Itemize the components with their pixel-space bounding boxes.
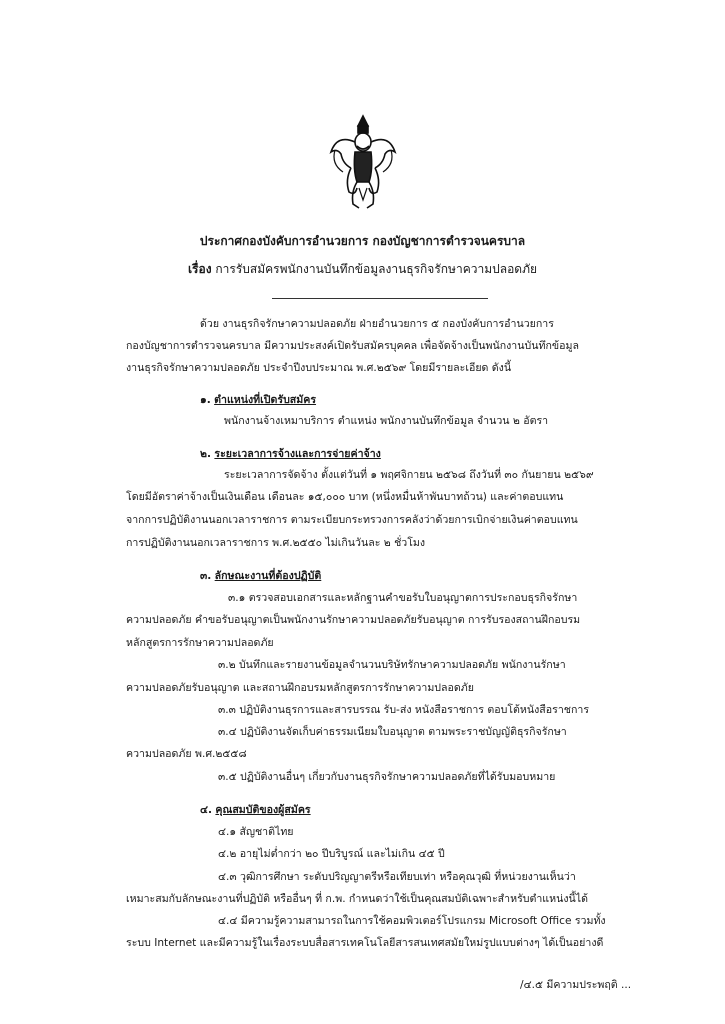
- section-line: ๔.๑ สัญชาติไทย: [218, 826, 294, 838]
- subject-text: การรับสมัครพนักงานบันทึกข้อมูลงานธุรกิจรักษาความปลอดภัย: [215, 262, 538, 276]
- section-line: ๔.๒ อายุไม่ต่ำกว่า ๒๐ ปีบริบูรณ์ และไม่เกิน ๔๕ ปี: [218, 848, 445, 860]
- section-line: ระบบ Internet และมีความรู้ในเรื่องระบบสื่อสารเทคโนโลยีสารสนเทศสมัยใหม่รูปแบบต่างๆ ได้เป็นอย่างดี: [126, 937, 604, 949]
- intro-line: กองบัญชาการตำรวจนครบาล มีความประสงค์เปิดรับสมัครบุคคล เพื่อจัดจ้างเป็นพนักงานบันทึกข้อมูล: [126, 340, 579, 352]
- section-line: ๔.๓ วุฒิการศึกษา ระดับปริญญาตรีหรือเทียบเท่า หรือคุณวุฒิ ที่หน่วยงานเห็นว่า: [218, 871, 576, 883]
- section-line: การปฏิบัติงานนอกเวลาราชการ พ.ศ.๒๕๕๐ ไม่เกินวันละ ๒ ชั่วโมง: [126, 537, 426, 549]
- section-line: จากการปฏิบัติงานนอกเวลาราชการ ตามระเบียบกระทรวงการคลังว่าด้วยการเบิกจ่ายเงินค่าตอบแทน: [126, 514, 578, 526]
- section-line: เหมาะสมกับลักษณะงานที่ปฏิบัติ หรืออื่นๆ ที่ ก.พ. กำหนดว่าใช้เป็นคุณสมบัติเฉพาะสำหรับตำแหน่งนี้ได้: [126, 893, 588, 905]
- section-heading: [200, 447, 381, 461]
- section-heading: [200, 393, 316, 407]
- section-line: ๔.๔ มีความรู้ความสามารถในการใช้คอมพิวเตอร์โปรแกรม Microsoft Office รวมทั้ง: [218, 915, 606, 927]
- section-number: ๔.: [200, 804, 213, 816]
- section-line: ความปลอดภัยรับอนุญาต และสถานฝึกอบรมหลักสูตรการรักษาความปลอดภัย: [126, 682, 474, 694]
- continuation-note: /๔.๕ มีความประพฤติ ...: [520, 979, 632, 991]
- intro-line: งานธุรกิจรักษาความปลอดภัย ประจำปีงบประมาณ พ.ศ.๒๕๖๙ โดยมีรายละเอียด ดังนี้: [126, 362, 512, 374]
- section-line: หลักสูตรการรักษาความปลอดภัย: [126, 637, 274, 649]
- subject-label: เรื่อง: [187, 262, 212, 276]
- section-number: ๑.: [200, 394, 211, 406]
- section-line: ระยะเวลาการจัดจ้าง ตั้งแต่วันที่ ๑ พฤศจิกายน ๒๕๖๘ ถึงวันที่ ๓๐ กันยายน ๒๕๖๙: [224, 469, 594, 481]
- section-heading: [200, 569, 321, 583]
- section-number: ๒.: [200, 448, 212, 460]
- section-heading: [200, 803, 311, 817]
- title-divider: [272, 298, 488, 299]
- section-line: ๓.๕ ปฏิบัติงานอื่นๆ เกี่ยวกับงานธุรกิจรักษาความปลอดภัยที่ได้รับมอบหมาย: [218, 771, 556, 783]
- announcement-title: ประกาศกองบังคับการอำนวยการ กองบัญชาการตำรวจนครบาล: [199, 234, 526, 248]
- section-title: ระยะเวลาการจ้างและการจ่ายค่าจ้าง: [214, 448, 381, 460]
- intro-line: ด้วย งานธุรกิจรักษาความปลอดภัย ฝ่ายอำนวยการ ๕ กองบังคับการอำนวยการ: [200, 318, 554, 330]
- section-line: ๓.๓ ปฏิบัติงานธุรการและสารบรรณ รับ-ส่ง หนังสือราชการ ตอบโต้หนังสือราชการ: [218, 704, 590, 716]
- section-line: ความปลอดภัย พ.ศ.๒๕๕๘: [126, 748, 247, 760]
- garuda-emblem-icon: [327, 112, 399, 212]
- section-line: ๓.๑ ตรวจสอบเอกสารและหลักฐานคำขอรับใบอนุญาตการประกอบธุรกิจรักษา: [228, 592, 578, 604]
- section-number: ๓.: [200, 570, 212, 582]
- section-line: ๓.๒ บันทึกและรายงานข้อมูลจำนวนบริษัทรักษาความปลอดภัย พนักงานรักษา: [218, 659, 566, 671]
- section-line: ๓.๔ ปฏิบัติงานจัดเก็บค่าธรรมเนียมใบอนุญาต ตามพระราชบัญญัติธุรกิจรักษา: [218, 726, 567, 738]
- section-title: คุณสมบัติของผู้สมัคร: [215, 804, 311, 816]
- section-line: ความปลอดภัย คำขอรับอนุญาตเป็นพนักงานรักษาความปลอดภัยรับอนุญาต การรับรองสถานฝึกอบรม: [126, 614, 581, 626]
- section-title: ตำแหน่งที่เปิดรับสมัคร: [214, 394, 317, 406]
- announcement-subject: [0, 260, 725, 279]
- section-line: โดยมีอัตราค่าจ้างเป็นเงินเดือน เดือนละ ๑๕,๐๐๐ บาท (หนึ่งหมื่นห้าพันบาทถ้วน) และค่าตอบแทน: [126, 491, 564, 503]
- section-title: ลักษณะงานที่ต้องปฏิบัติ: [214, 570, 322, 582]
- section-line: พนักงานจ้างเหมาบริการ ตำแหน่ง พนักงานบันทึกข้อมูล จำนวน ๒ อัตรา: [224, 415, 549, 427]
